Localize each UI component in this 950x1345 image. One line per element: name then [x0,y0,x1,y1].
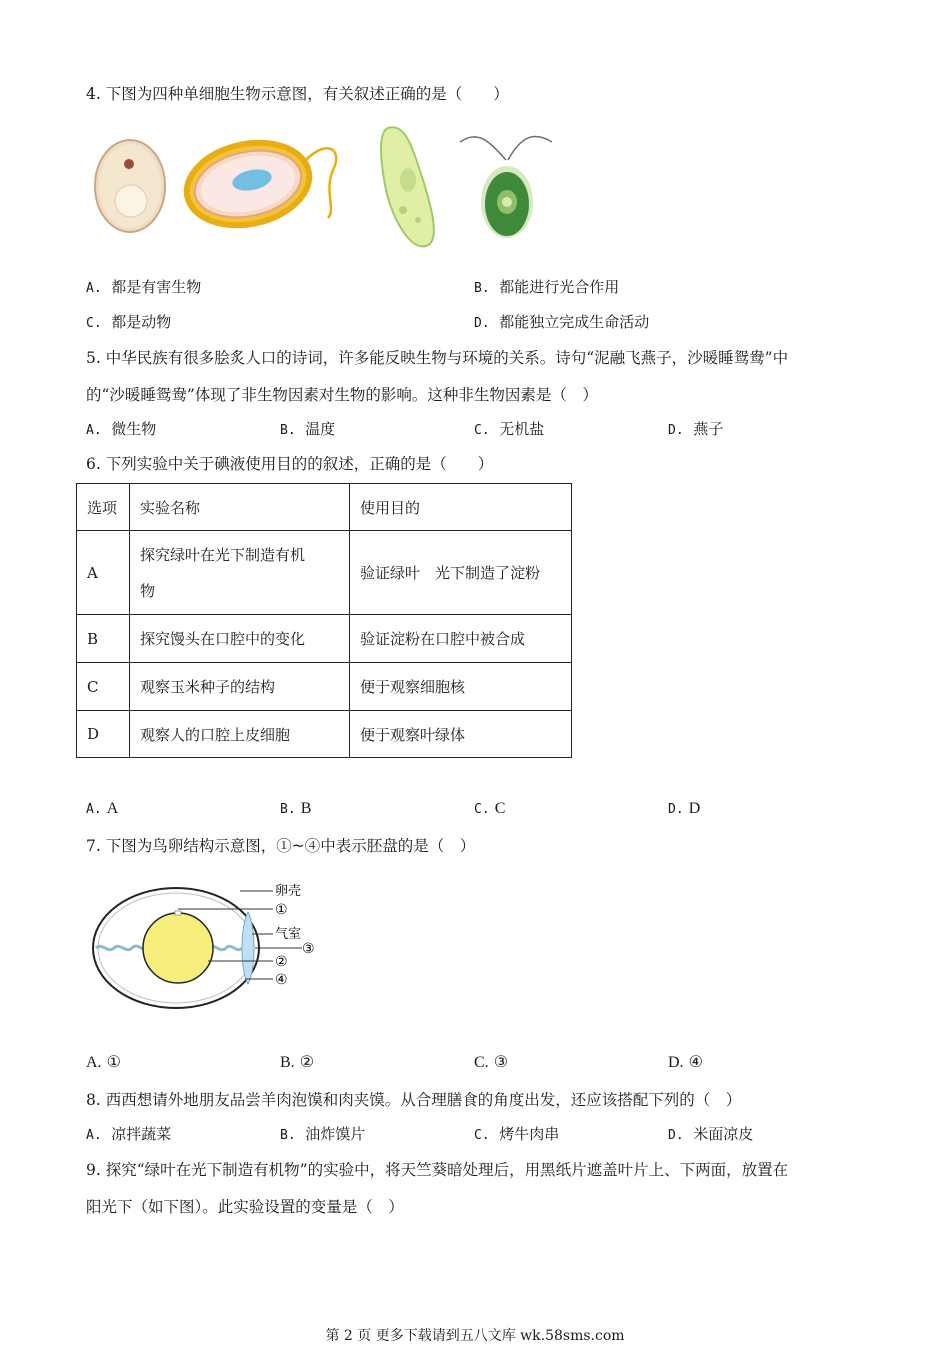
q7-option-d-text: ④ [688,1052,703,1071]
q4-option-d-text: 都能独立完成生命活动 [499,313,650,331]
table-row [77,663,572,711]
table-cell-name: 探究馒头在口腔中的变化 [130,615,350,663]
q8-option-c-label: C. [474,1128,490,1143]
page-footer: 第 2 页 更多下载请到五八文库 wk.58sms.com [325,1328,625,1344]
q7-option-c-text: ③ [493,1052,509,1071]
q5-option-a-text: 微生物 [111,420,157,438]
q5-option-c-label: C. [474,423,490,438]
q5-option-b-text: 温度 [305,420,336,438]
table-header-name: 实验名称 [130,484,350,531]
q6-option-b-text: B [300,800,312,817]
q8-option-c-text: 烤牛肉串 [499,1125,560,1143]
bacterium-icon [179,132,336,236]
q7-option-a-text: ① [106,1052,121,1071]
table-cell-name: 观察玉米种子的结构 [130,663,350,711]
label-shell: 卵壳 [275,884,302,899]
table-header-row [77,484,572,531]
q4-option-c-label: C. [86,316,102,331]
q4-option-a-label: A. [86,281,102,296]
q5-option-b-label: B. [280,423,296,438]
q9-stem-line2: 阳光下（如下图）。此实验设置的变量是（ ） [86,1198,404,1216]
table-cell-purpose: 验证淀粉在口腔中被合成 [350,615,572,663]
table-row [77,711,572,758]
table-cell-name [130,531,350,615]
q7-stem: 7. 下图为鸟卵结构示意图，①~④中表示胚盘的是（ ） [86,837,476,855]
q8-option-d-label: D. [668,1128,684,1143]
q5-stem-line1: 5. 中华民族有很多脍炙人口的诗词，许多能反映生物与环境的关系。诗句“泥融飞燕子，沙暖睡鸳鸯”中 [86,349,789,367]
q8-option-b-label: B. [280,1128,296,1143]
table-row [77,531,572,615]
q4-stem: 4. 下图为四种单细胞生物示意图，有关叙述正确的是（ ） [86,85,509,103]
table-cell-name-line1: 探究绿叶在光下制造有机 [140,545,306,564]
euglena-icon [460,136,552,238]
table-cell-name-line2: 物 [140,581,156,600]
q8-stem: 8. 西西想请外地朋友品尝羊肉泡馍和肉夹馍。从合理膳食的角度出发，还应该搭配下列的（ ） [86,1091,742,1109]
table-cell-purpose: 便于观察细胞核 [350,663,572,711]
table-cell-purpose: 便于观察叶绿体 [350,711,572,758]
paramecium-icon [381,127,434,246]
bird-egg-diagram [90,872,330,1014]
table-cell-option: C [77,663,130,711]
label-2: ② [275,954,288,970]
q8-option-a-text: 凉拌蔬菜 [111,1125,172,1143]
q7-option-c-label: C. [474,1054,489,1071]
q6-option-d-label: D. [668,802,684,817]
q4-organisms-figure [88,120,563,250]
label-3: ③ [302,941,315,957]
table-header-option: 选项 [77,484,130,531]
q6-option-d-text: D [688,800,701,817]
q8-option-b-text: 油炸馍片 [305,1125,366,1143]
q5-stem-line2: 的“沙暖睡鸳鸯”体现了非生物因素对生物的影响。这种非生物因素是（ ） [86,386,598,404]
q9-stem-line1: 9. 探究“绿叶在光下制造有机物”的实验中，将天竺葵暗处理后，用黑纸片遮盖叶片上、下两面，放置在 [86,1161,789,1179]
q7-option-a-label: A. [86,1054,102,1071]
q8-option-a-label: A. [86,1128,102,1143]
table-row [77,615,572,663]
q5-option-c-text: 无机盐 [499,420,545,438]
q6-option-a-text: A [106,800,119,817]
q4-option-d-label: D. [474,316,490,331]
q6-stem: 6. 下列实验中关于碘液使用目的的叙述，正确的是（ ） [86,455,494,473]
q6-option-a-label: A. [86,802,102,817]
q6-option-c-text: C [494,800,506,817]
q4-option-b-text: 都能进行光合作用 [499,278,620,296]
q7-option-d-label: D. [668,1054,684,1071]
table-header-purpose: 使用目的 [350,484,572,531]
q7-option-b-text: ② [299,1052,315,1071]
label-4: ④ [275,972,288,988]
table-cell-option: D [77,711,130,758]
label-air-chamber: 气室 [275,927,302,942]
q4-option-b-label: B. [474,281,490,296]
table-cell-option: A [77,531,130,615]
q8-option-d-text: 米面凉皮 [693,1125,754,1143]
q4-option-c-text: 都是动物 [111,313,172,331]
q6-option-c-label: C. [474,802,490,817]
table-cell-name: 观察人的口腔上皮细胞 [130,711,350,758]
table-cell-purpose: 验证绿叶 光下制造了淀粉 [350,531,572,615]
q6-option-b-label: B. [280,802,296,817]
q5-option-d-label: D. [668,423,684,438]
label-1: ① [275,902,288,918]
yeast-cell-icon [95,140,165,232]
experiment-table [76,483,572,758]
q4-option-a-text: 都是有害生物 [111,278,202,296]
table-cell-option: B [77,615,130,663]
q7-option-b-label: B. [280,1054,295,1071]
q5-option-d-text: 燕子 [693,420,724,438]
q5-option-a-label: A. [86,423,102,438]
